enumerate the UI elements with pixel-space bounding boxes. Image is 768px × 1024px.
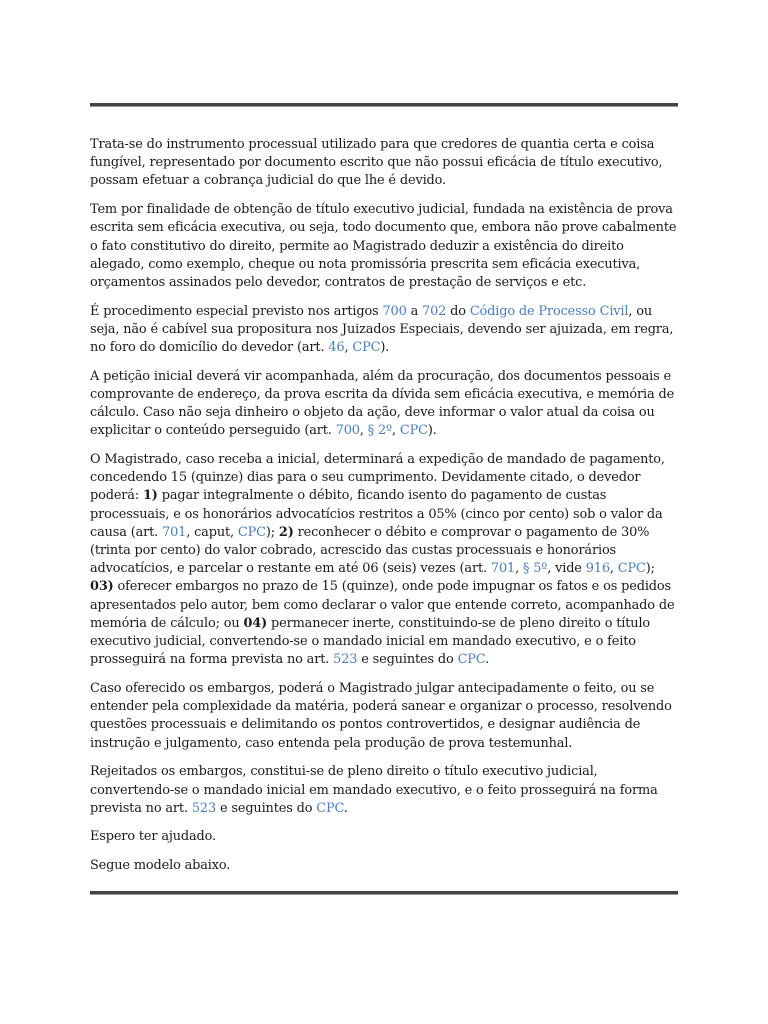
- link-paragraph-5[interactable]: § 5º: [522, 561, 548, 577]
- option-3-label: 03): [90, 579, 114, 595]
- link-art-702[interactable]: 702: [422, 303, 447, 319]
- paragraph-petition: A petição inicial deverá vir acompanhada, além da procuração, dos documentos pessoais e comprovante de endereço, da prova escrita da dívida sem eficácia executiva, e memória de cálculo. Caso não seja dinheiro o objeto da ação, deve informar o valor atual da coisa ou explicitar o conteúdo perseguido (art. 700, § 2º, CPC).: [90, 368, 675, 439]
- link-art-916[interactable]: 916: [585, 561, 610, 577]
- link-cpc[interactable]: CPC: [316, 800, 344, 816]
- option-2-label: 2): [278, 524, 294, 540]
- link-paragraph-2[interactable]: § 2º: [367, 423, 392, 439]
- link-art-701[interactable]: 701: [162, 524, 187, 540]
- paragraph-embargos: Caso oferecido os embargos, poderá o Magistrado julgar antecipadamente o feito, ou se entender pela complexidade da matéria, poderá sanear e organizar o processo, resolvendo questões processuais e delimitando os pontos controvertidos, e designar audiência de instrução e julgamento, caso entenda pela produção de prova testemunhal.: [90, 680, 672, 751]
- link-cpc[interactable]: CPC: [617, 561, 646, 577]
- bottom-divider: [90, 891, 678, 895]
- paragraph-rejected: Rejeitados os embargos, constitui-se de pleno direito o título executivo judicial, convertendo-se o mandado inicial em mandado executivo, e o feito prosseguirá na forma prevista no art. 523 e seguintes do CPC.: [90, 764, 658, 816]
- paragraph-model-note: Segue modelo abaixo.: [90, 858, 231, 874]
- link-art-523[interactable]: 523: [333, 652, 358, 668]
- link-art-700[interactable]: 700: [382, 303, 407, 319]
- link-cpc[interactable]: CPC: [352, 340, 381, 356]
- paragraph-closing: Espero ter ajudado.: [90, 829, 216, 845]
- link-cpc[interactable]: CPC: [457, 652, 486, 668]
- link-cpc[interactable]: CPC: [237, 524, 266, 540]
- link-art-523[interactable]: 523: [191, 800, 217, 816]
- link-art-701[interactable]: 701: [490, 561, 516, 577]
- document-body: [90, 136, 680, 886]
- paragraph-options: O Magistrado, caso receba a inicial, determinará a expedição de mandado de pagamento, concedendo 15 (quinze) dias para o seu cumprimento. Devidamente citado, o devedor poderá: 1) pagar integralmente o débito, ficando isento do pagamento de custas processuais, e os honorários advocatícios restritos a 05% (cinco por cento) sob o valor da causa (art. 701, caput, CPC); 2) reconhecer o débito e comprovar o pagamento de 30% (trinta por cento) do valor cobrado, acrescido das custas processuais e honorários advocatícios, e parcelar o restante em até 06 (seis) vezes (art. 701, § 5º, vide 916, CPC); 03) oferecer embargos no prazo de 15 (quinze), onde pode impugnar os fatos e os pedidos apresentados pelo autor, bem como declarar o valor que entende correto, acompanhado de memória de cálculo; ou 04) permanecer inerte, constituindo-se de pleno direito o título executivo judicial, convertendo-se o mandado inicial em mandado executivo, e o feito prosseguirá na forma prevista no art. 523 e seguintes do CPC.: [90, 452, 675, 668]
- paragraph-procedure: É procedimento especial previsto nos artigos 700 a 702 do Código de Processo Civil, ou seja, não é cabível sua propositura nos Juizados Especiais, devendo ser ajuizada, em regra, no foro do domicílio do devedor (art. 46, CPC).: [90, 303, 674, 356]
- link-art-700[interactable]: 700: [335, 423, 360, 439]
- paragraph-purpose: Tem por finalidade de obtenção de título executivo judicial, fundada na existência de prova escrita sem eficácia executiva, ou seja, todo documento que, embora não prove cabalmente o fato constitutivo do direito, permite ao Magistrado deduzir a existência do direito alegado, como exemplo, cheque ou nota promissória prescrita sem eficácia executiva, orçamentos assinados pelo devedor, contratos de prestação de serviços e etc.: [90, 202, 677, 290]
- option-4-label: 04): [243, 615, 268, 631]
- link-art-46[interactable]: 46: [328, 340, 345, 356]
- top-divider: [90, 103, 678, 107]
- paragraph-definition: Trata-se do instrumento processual utilizado para que credores de quantia certa e coisa fungível, representado por documento escrito que não possui eficácia de título executivo, possam efetuar a cobrança judicial do que lhe é devido.: [90, 137, 663, 189]
- option-1-label: 1): [142, 488, 158, 504]
- link-cpc[interactable]: CPC: [399, 423, 428, 439]
- link-codigo-processo-civil[interactable]: Código de Processo Civil: [469, 303, 629, 319]
